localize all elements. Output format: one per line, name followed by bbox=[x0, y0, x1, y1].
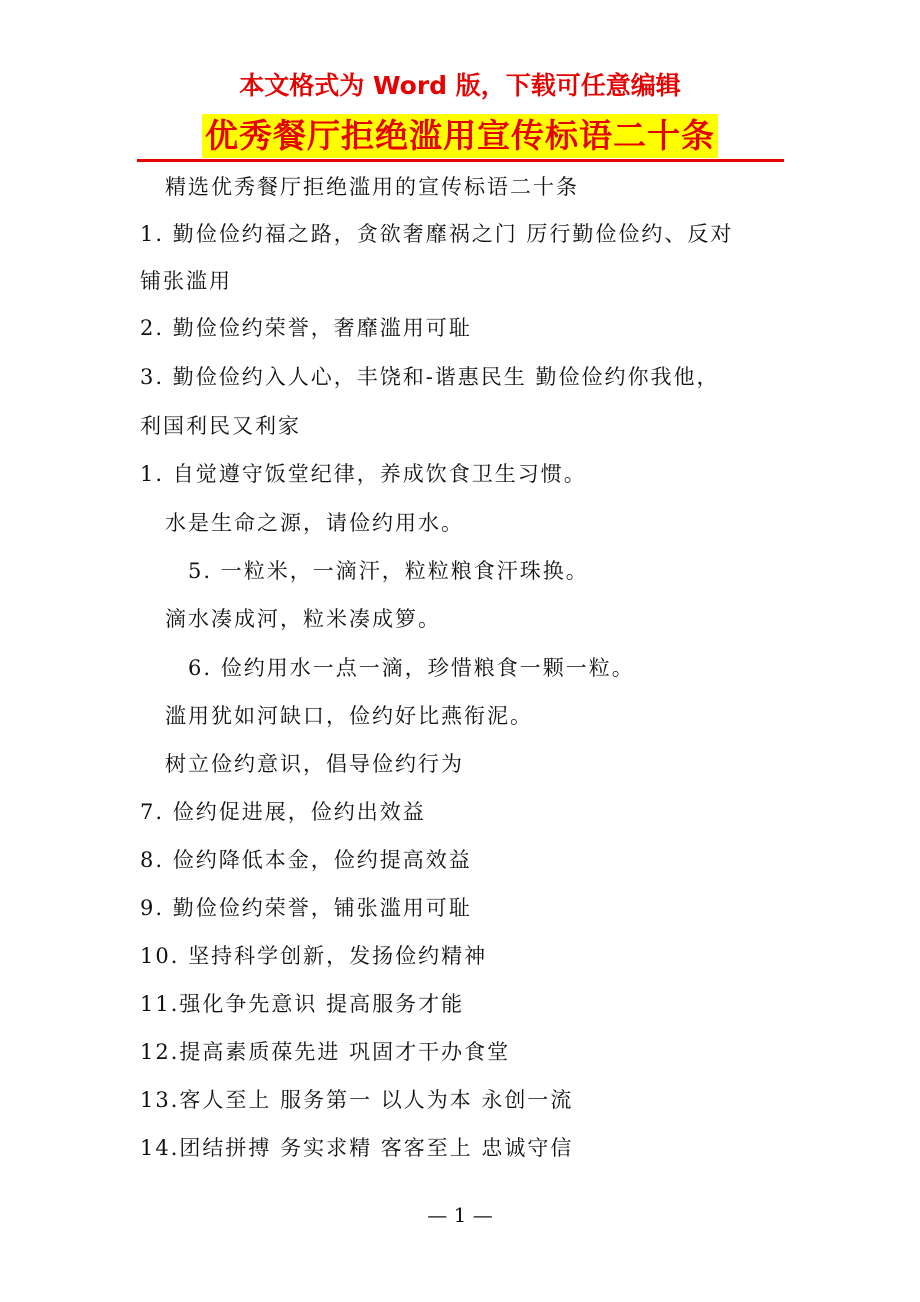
body-line-item-13: 13.客人至上 服务第一 以人为本 永创一流 bbox=[140, 1088, 574, 1112]
body-line-item-14: 14.团结拼搏 务实求精 客客至上 忠诚守信 bbox=[140, 1136, 574, 1160]
body-line-item-4: 1. 自觉遵守饭堂纪律，养成饮食卫生习惯。 bbox=[140, 462, 587, 486]
page-number: — 1 — bbox=[427, 1203, 493, 1227]
body-line-item-10: 10. 坚持科学创新，发扬俭约精神 bbox=[140, 944, 488, 968]
body-line-item-3: 3. 勤俭俭约入人心，丰饶和-谐惠民生 勤俭俭约你我他， bbox=[140, 365, 720, 389]
body-line-water: 水是生命之源，请俭约用水。 bbox=[165, 511, 464, 535]
format-notice: 本文格式为 Word 版，下载可任意编辑 bbox=[239, 71, 681, 100]
body-line-intro: 精选优秀餐厅拒绝滥用的宣传标语二十条 bbox=[165, 175, 579, 199]
body-line-item-9: 9. 勤俭俭约荣誉，铺张滥用可耻 bbox=[140, 896, 472, 920]
body-line-item-6: 6. 俭约用水一点一滴，珍惜粮食一颗一粒。 bbox=[188, 656, 635, 680]
body-line-item-7: 7. 俭约促进展，俭约出效益 bbox=[140, 800, 426, 824]
document-title: 优秀餐厅拒绝滥用宣传标语二十条 bbox=[202, 114, 718, 158]
body-line-item-11: 11.强化争先意识 提高服务才能 bbox=[140, 992, 465, 1016]
body-line-item-5: 5. 一粒米，一滴汗，粒粒粮食汗珠换。 bbox=[188, 559, 589, 583]
body-line-item-3-cont: 利国利民又利家 bbox=[140, 414, 301, 438]
body-line-drops: 滴水凑成河，粒米凑成箩。 bbox=[165, 607, 441, 631]
body-line-item-8: 8. 俭约降低本金，俭约提高效益 bbox=[140, 848, 472, 872]
body-line-item-1: 1. 勤俭俭约福之路，贪欲奢靡祸之门 厉行勤俭俭约、反对 bbox=[140, 222, 734, 246]
body-line-waste: 滥用犹如河缺口，俭约好比燕衔泥。 bbox=[165, 704, 533, 728]
body-line-awareness: 树立俭约意识，倡导俭约行为 bbox=[165, 752, 464, 776]
body-line-item-1-cont: 铺张滥用 bbox=[140, 269, 232, 293]
body-line-item-2: 2. 勤俭俭约荣誉，奢靡滥用可耻 bbox=[140, 316, 472, 340]
body-line-item-12: 12.提高素质葆先进 巩固才干办食堂 bbox=[140, 1040, 511, 1064]
